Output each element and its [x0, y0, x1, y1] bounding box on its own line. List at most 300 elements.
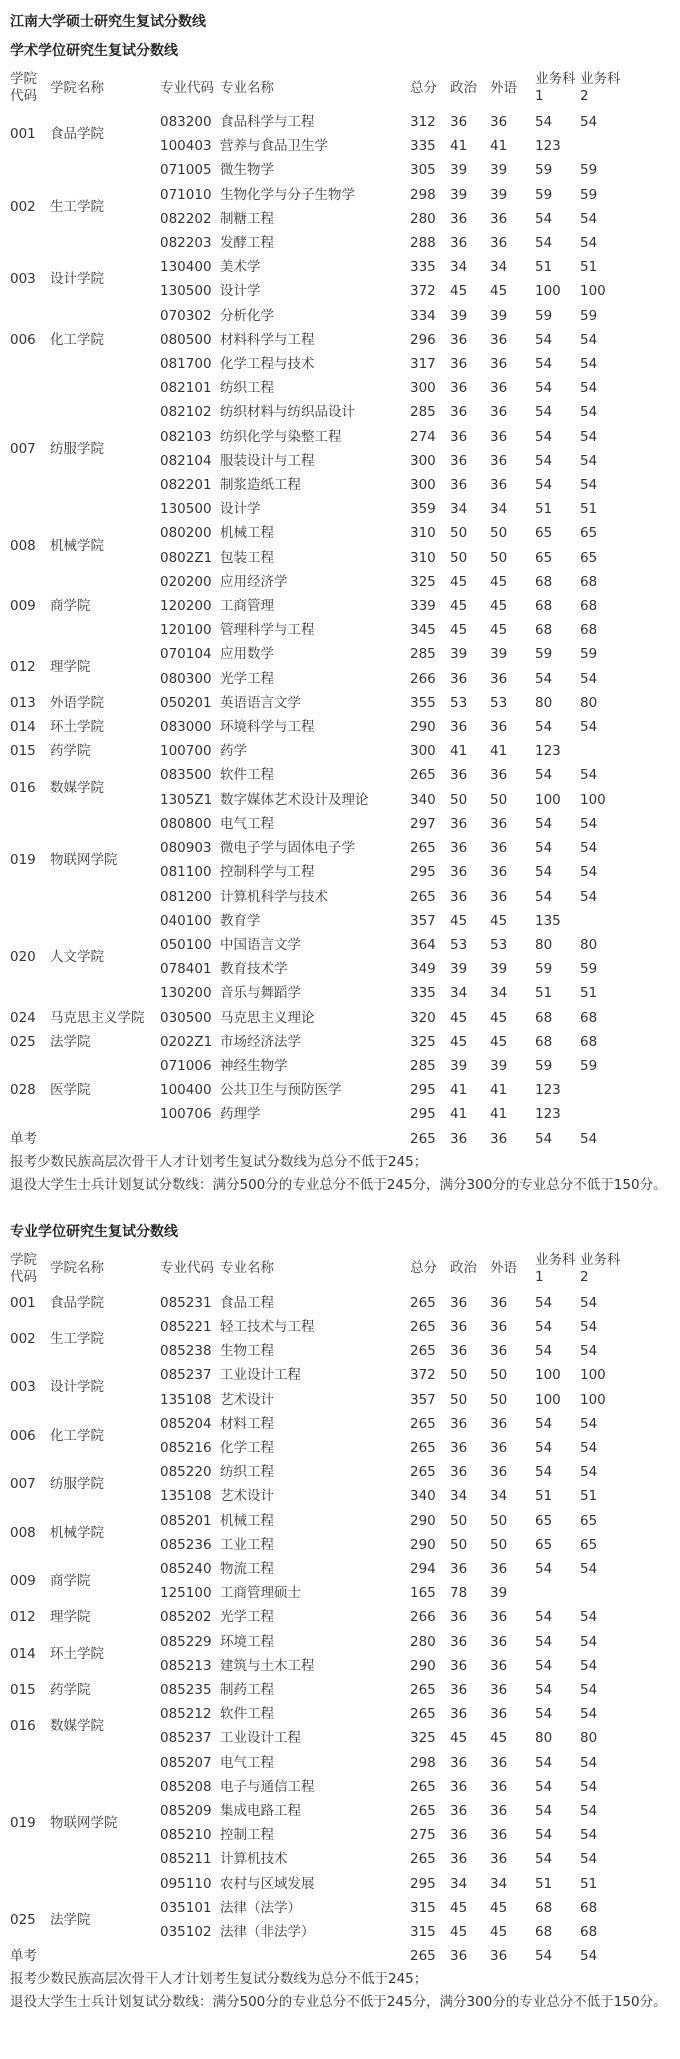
politics-score: 36 [450, 404, 468, 421]
subject1-score: 80 [535, 1730, 553, 1747]
foreign-score: 36 [490, 452, 508, 469]
major-name: 光学工程 [220, 670, 274, 687]
politics-score: 50 [450, 525, 468, 542]
subject1-score: 123 [535, 1082, 561, 1099]
subject1-score: 65 [535, 525, 553, 542]
total-score: 335 [410, 259, 436, 276]
major-code: 071006 [160, 1057, 212, 1074]
foreign-score: 36 [490, 1633, 508, 1650]
total-score: 325 [410, 1730, 436, 1747]
foreign-score: 36 [490, 864, 508, 881]
single-exam-row [10, 1944, 670, 1968]
subject1-score: 54 [535, 210, 553, 227]
subject1-score: 65 [535, 1512, 553, 1529]
table-row [10, 1363, 670, 1387]
major-name: 电子与通信工程 [220, 1778, 315, 1795]
subject2-score: 80 [580, 936, 598, 953]
major-name: 生物化学与分子生物学 [220, 186, 355, 203]
professional-note-veteran: 退役大学生士兵计划复试分数线：满分500分的专业总分不低于245分，满分300分的专业总分不低于150分。 [10, 1994, 667, 2011]
subject2-score: 54 [580, 331, 598, 348]
subject1-score: 68 [535, 598, 553, 615]
subject1-score: 100 [535, 791, 561, 808]
subject1-score: 54 [535, 1415, 553, 1432]
college-name: 纺服学院 [50, 440, 104, 457]
subject2-score: 54 [580, 1439, 598, 1456]
college-name: 数媒学院 [50, 1718, 104, 1735]
college-code: 009 [10, 598, 36, 615]
professional-section-title: 专业学位研究生复试分数线 [10, 1223, 178, 1240]
total-score: 334 [410, 307, 436, 324]
total-score: 300 [410, 743, 436, 760]
table-row [10, 1630, 670, 1654]
politics-score: 36 [450, 1415, 468, 1432]
major-code: 100400 [160, 1082, 212, 1099]
subject2-score [580, 1078, 670, 1102]
header-major-name: 专业名称 [220, 1260, 274, 1277]
college-name: 食品学院 [50, 126, 104, 143]
politics-score: 36 [450, 767, 468, 784]
politics-score: 36 [450, 888, 468, 905]
foreign-score: 36 [490, 1754, 508, 1771]
foreign-score: 41 [490, 1106, 508, 1123]
major-name: 计算机科学与技术 [220, 888, 328, 905]
major-code: 080800 [160, 815, 212, 832]
subject2-score: 54 [580, 1294, 598, 1311]
college-name: 人文学院 [50, 949, 104, 965]
subject1-score: 54 [535, 1464, 553, 1481]
major-name: 机械工程 [220, 525, 274, 542]
major-code: 040100 [160, 912, 212, 929]
politics-score: 36 [450, 477, 468, 494]
subject1-score [535, 1581, 580, 1605]
college-code: 020 [10, 949, 36, 965]
major-name: 应用数学 [220, 646, 274, 663]
foreign-score: 36 [490, 1439, 508, 1456]
subject2-score: 54 [580, 767, 598, 784]
foreign-score: 36 [490, 1464, 508, 1481]
subject1-score: 54 [535, 404, 553, 421]
politics-score: 45 [450, 1899, 468, 1916]
total-score: 290 [410, 1657, 436, 1674]
subject1-score: 68 [535, 1009, 553, 1026]
table-row [10, 1702, 670, 1726]
subject1-score: 54 [535, 719, 553, 736]
foreign-score: 50 [490, 1367, 508, 1384]
table-row [10, 1412, 670, 1436]
subject2-score: 54 [580, 840, 598, 857]
major-code: 085207 [160, 1754, 212, 1771]
total-score: 335 [410, 985, 436, 1002]
major-code: 082203 [160, 235, 212, 252]
politics-score: 45 [450, 1033, 468, 1050]
foreign-score: 36 [490, 404, 508, 421]
foreign-score: 36 [490, 114, 508, 130]
subject1-score: 54 [535, 1657, 553, 1674]
major-code: 085236 [160, 1536, 212, 1553]
total-score: 265 [410, 888, 436, 905]
table-row [10, 1678, 670, 1702]
subject2-score: 54 [580, 1754, 598, 1771]
total-score: 288 [410, 235, 436, 252]
subject2-score [580, 1102, 670, 1126]
college-code: 006 [10, 1427, 36, 1444]
politics-score: 36 [450, 235, 468, 252]
table-row [10, 570, 670, 594]
foreign-score: 34 [490, 501, 508, 518]
politics-score: 53 [450, 694, 468, 711]
major-name: 法律（非法学） [220, 1924, 315, 1941]
major-name: 材料科学与工程 [220, 331, 315, 348]
subject1-score: 51 [535, 1488, 553, 1505]
subject2-score: 68 [580, 1033, 598, 1050]
college-name: 生工学院 [50, 1331, 104, 1348]
total-score: 317 [410, 356, 436, 373]
major-name: 包装工程 [220, 549, 274, 566]
subject1-score: 54 [535, 1609, 553, 1626]
politics-score: 36 [450, 1827, 468, 1844]
table-row [10, 1751, 670, 1775]
major-name: 食品科学与工程 [220, 114, 315, 130]
subject1-score: 65 [535, 549, 553, 566]
foreign-score: 34 [490, 1488, 508, 1505]
total-score: 265 [410, 1803, 436, 1819]
subject1-score: 54 [535, 888, 553, 905]
politics-score: 36 [450, 1318, 468, 1335]
table-row [10, 1460, 670, 1484]
major-name: 神经生物学 [220, 1057, 288, 1074]
table-row [10, 158, 670, 182]
subject2-score: 100 [580, 1391, 606, 1408]
politics-score: 36 [450, 1609, 468, 1626]
college-code: 013 [10, 694, 36, 711]
major-code: 081200 [160, 888, 212, 905]
total-score: 285 [410, 1057, 436, 1074]
college-code: 014 [10, 719, 36, 736]
major-code: 0202Z1 [160, 1033, 213, 1050]
total-score: 357 [410, 1391, 436, 1408]
college-code: 008 [10, 1524, 36, 1541]
academic-section-title: 学术学位研究生复试分数线 [10, 43, 178, 59]
subject2-score: 59 [580, 186, 598, 203]
college-code: 016 [10, 1718, 36, 1735]
major-name: 服装设计与工程 [220, 452, 315, 469]
major-code: 083200 [160, 114, 212, 130]
major-code: 078401 [160, 961, 212, 978]
table-row [10, 691, 670, 715]
subject2-score: 54 [580, 1464, 598, 1481]
subject2-score: 54 [580, 1851, 598, 1868]
politics-score: 34 [450, 259, 468, 276]
major-name: 工业工程 [220, 1536, 274, 1553]
politics-score: 36 [450, 1439, 468, 1456]
major-name: 控制科学与工程 [220, 864, 315, 881]
major-code: 071005 [160, 162, 212, 179]
major-code: 130400 [160, 259, 212, 276]
professional-table [10, 1247, 670, 1969]
college-code: 024 [10, 1009, 36, 1026]
foreign-score: 50 [490, 1536, 508, 1553]
foreign-score: 36 [490, 1609, 508, 1626]
college-code: 007 [10, 1476, 36, 1493]
total-score: 285 [410, 404, 436, 421]
foreign-score: 50 [490, 525, 508, 542]
politics-score: 36 [450, 380, 468, 397]
total-score: 298 [410, 186, 436, 203]
foreign-score: 50 [490, 1391, 508, 1408]
subject1-score: 54 [535, 1130, 553, 1147]
college-name: 机械学院 [50, 1524, 104, 1541]
table-row [10, 255, 670, 279]
politics-score: 78 [450, 1585, 468, 1602]
foreign-score: 41 [490, 1082, 508, 1099]
subject2-score: 54 [580, 1706, 598, 1723]
subject2-score: 54 [580, 1343, 598, 1360]
subject2-score: 54 [580, 1318, 598, 1335]
major-code: 082104 [160, 452, 212, 469]
major-name: 法律（法学） [220, 1899, 301, 1916]
subject1-score: 80 [535, 694, 553, 711]
subject2-score: 59 [580, 646, 598, 663]
single-exam-row [10, 1127, 670, 1151]
foreign-score: 41 [490, 138, 508, 155]
politics-score: 36 [450, 356, 468, 373]
total-score: 315 [410, 1899, 436, 1916]
major-name: 集成电路工程 [220, 1803, 301, 1819]
major-name: 设计学 [220, 501, 261, 518]
foreign-score: 45 [490, 598, 508, 615]
subject1-score: 54 [535, 1439, 553, 1456]
subject1-score: 54 [535, 452, 553, 469]
politics-score: 39 [450, 1057, 468, 1074]
subject2-score: 51 [580, 985, 598, 1002]
major-name: 环境科学与工程 [220, 719, 315, 736]
subject1-score: 54 [535, 670, 553, 687]
politics-score: 41 [450, 138, 468, 155]
subject2-score: 54 [580, 428, 598, 445]
academic-note-veteran: 退役大学生士兵计划复试分数线：满分500分的专业总分不低于245分，满分300分的专业总分不低于150分。 [10, 1176, 667, 1193]
college-name: 食品学院 [50, 1294, 104, 1311]
major-code: 085235 [160, 1681, 212, 1698]
header-foreign: 外语 [490, 79, 517, 96]
college-code: 014 [10, 1645, 36, 1662]
subject2-score: 59 [580, 961, 598, 978]
major-code: 085204 [160, 1415, 212, 1432]
header-major-name: 专业名称 [220, 79, 274, 96]
total-score: 265 [410, 840, 436, 857]
major-code: 130500 [160, 501, 212, 518]
major-code: 120100 [160, 622, 212, 639]
professional-note-ethnic: 报考少数民族高层次骨干人才计划考生复试分数线为总分不低于245； [10, 1971, 428, 1988]
table-row [10, 376, 670, 400]
table-row [10, 1006, 670, 1030]
politics-score: 36 [450, 1657, 468, 1674]
politics-score: 36 [450, 670, 468, 687]
major-code: 085212 [160, 1706, 212, 1723]
subject1-score: 54 [535, 331, 553, 348]
major-code: 125100 [160, 1585, 212, 1602]
college-name: 理学院 [50, 1609, 91, 1626]
subject1-score: 54 [535, 380, 553, 397]
major-code: 085229 [160, 1633, 212, 1650]
major-code: 135108 [160, 1391, 212, 1408]
foreign-score: 45 [490, 1730, 508, 1747]
major-code: 130500 [160, 283, 212, 300]
subject1-score: 54 [535, 477, 553, 494]
total-score: 364 [410, 936, 436, 953]
college-name: 纺服学院 [50, 1476, 104, 1493]
total-score: 274 [410, 428, 436, 445]
major-name: 教育学 [220, 912, 261, 929]
politics-score: 50 [450, 791, 468, 808]
header-college-name: 学院名称 [50, 1260, 104, 1277]
major-code: 080903 [160, 840, 212, 857]
foreign-score: 36 [490, 356, 508, 373]
major-name: 教育技术学 [220, 961, 288, 978]
subject1-score: 59 [535, 186, 553, 203]
subject2-score: 54 [580, 1130, 598, 1147]
table-row [10, 1605, 670, 1629]
major-name: 建筑与土木工程 [220, 1657, 315, 1674]
major-code: 130200 [160, 985, 212, 1002]
subject2-score: 59 [580, 162, 598, 179]
total-score: 265 [410, 1130, 436, 1147]
politics-score: 36 [450, 114, 468, 130]
major-code: 082103 [160, 428, 212, 445]
subject2-score: 54 [580, 404, 598, 421]
total-score: 295 [410, 1875, 436, 1892]
major-code: 082201 [160, 477, 212, 494]
major-code: 085211 [160, 1851, 212, 1868]
table-row [10, 739, 670, 763]
foreign-score: 36 [490, 1778, 508, 1795]
college-name: 药学院 [50, 1681, 91, 1698]
subject2-score: 54 [580, 114, 598, 130]
table-row [10, 521, 670, 545]
politics-score: 50 [450, 1391, 468, 1408]
total-score: 295 [410, 1106, 436, 1123]
major-name: 软件工程 [220, 767, 274, 784]
major-code: 020200 [160, 573, 212, 590]
politics-score: 50 [450, 1367, 468, 1384]
major-name: 工商管理硕士 [220, 1585, 301, 1602]
major-name: 物流工程 [220, 1560, 274, 1577]
college-code: 009 [10, 1573, 36, 1590]
total-score: 298 [410, 1754, 436, 1771]
major-code: 050201 [160, 694, 212, 711]
major-name: 纺织材料与纺织品设计 [220, 404, 355, 421]
total-score: 265 [410, 767, 436, 784]
subject2-score: 68 [580, 1009, 598, 1026]
major-name: 设计学 [220, 283, 261, 300]
subject1-score: 54 [535, 1754, 553, 1771]
major-name: 纺织工程 [220, 380, 274, 397]
politics-score: 36 [450, 1851, 468, 1868]
foreign-score: 39 [490, 307, 508, 324]
subject1-score: 65 [535, 1536, 553, 1553]
college-code: 002 [10, 198, 36, 215]
major-name: 分析化学 [220, 307, 274, 324]
subject1-score: 54 [535, 767, 553, 784]
total-score: 280 [410, 1633, 436, 1650]
total-score: 357 [410, 912, 436, 929]
foreign-score: 36 [490, 1681, 508, 1698]
foreign-score: 45 [490, 573, 508, 590]
major-name: 工业设计工程 [220, 1367, 301, 1384]
college-code: 019 [10, 1815, 36, 1832]
foreign-score: 39 [490, 1057, 508, 1074]
subject2-score: 68 [580, 598, 598, 615]
subject2-score: 68 [580, 1899, 598, 1916]
major-name: 制浆造纸工程 [220, 477, 301, 494]
header-college-name: 学院名称 [50, 79, 104, 96]
major-code: 100700 [160, 743, 212, 760]
total-score: 266 [410, 670, 436, 687]
foreign-score: 45 [490, 1899, 508, 1916]
subject2-score [580, 739, 670, 763]
college-code: 012 [10, 658, 36, 675]
subject2-score: 65 [580, 549, 598, 566]
subject1-score: 54 [535, 114, 553, 130]
subject2-score: 54 [580, 356, 598, 373]
total-score: 359 [410, 501, 436, 518]
subject1-score: 59 [535, 961, 553, 978]
college-name: 物联网学院 [50, 852, 118, 869]
subject2-score: 80 [580, 1730, 598, 1747]
subject1-score: 54 [535, 1681, 553, 1698]
college-name: 马克思主义学院 [50, 1009, 145, 1026]
total-score: 295 [410, 1082, 436, 1099]
foreign-score: 53 [490, 936, 508, 953]
foreign-score: 45 [490, 622, 508, 639]
subject2-score: 68 [580, 1924, 598, 1941]
foreign-score: 34 [490, 985, 508, 1002]
major-name: 药学 [220, 743, 247, 760]
academic-table-body [10, 110, 670, 1151]
politics-score: 36 [450, 1633, 468, 1650]
subject2-score: 59 [580, 307, 598, 324]
total-score: 265 [410, 1415, 436, 1432]
major-code: 100403 [160, 138, 212, 155]
header-total: 总分 [410, 1260, 437, 1277]
header-college-code: 学院 代码 [10, 1251, 37, 1285]
subject2-score: 51 [580, 1488, 598, 1505]
total-score: 335 [410, 138, 436, 155]
college-code: 002 [10, 1331, 36, 1348]
subject2-score: 54 [580, 1560, 598, 1577]
politics-score: 45 [450, 1009, 468, 1026]
table-row [10, 1291, 670, 1315]
major-code: 085221 [160, 1318, 212, 1335]
header-subject1: 业务科 1 [535, 1251, 576, 1285]
college-name: 化工学院 [50, 1427, 104, 1444]
table-row [10, 763, 670, 787]
major-code: 083000 [160, 719, 212, 736]
politics-score: 36 [450, 452, 468, 469]
major-code: 085202 [160, 1609, 212, 1626]
table-row [10, 1315, 670, 1339]
major-name: 艺术设计 [220, 1488, 274, 1505]
total-score: 300 [410, 477, 436, 494]
total-score: 296 [410, 331, 436, 348]
total-score: 265 [410, 1464, 436, 1481]
academic-table [10, 66, 670, 1151]
politics-score: 36 [450, 1130, 468, 1147]
foreign-score: 39 [490, 186, 508, 203]
college-code: 015 [10, 1681, 36, 1698]
major-code: 080200 [160, 525, 212, 542]
total-score: 165 [410, 1585, 436, 1602]
major-name: 公共卫生与预防医学 [220, 1082, 342, 1099]
